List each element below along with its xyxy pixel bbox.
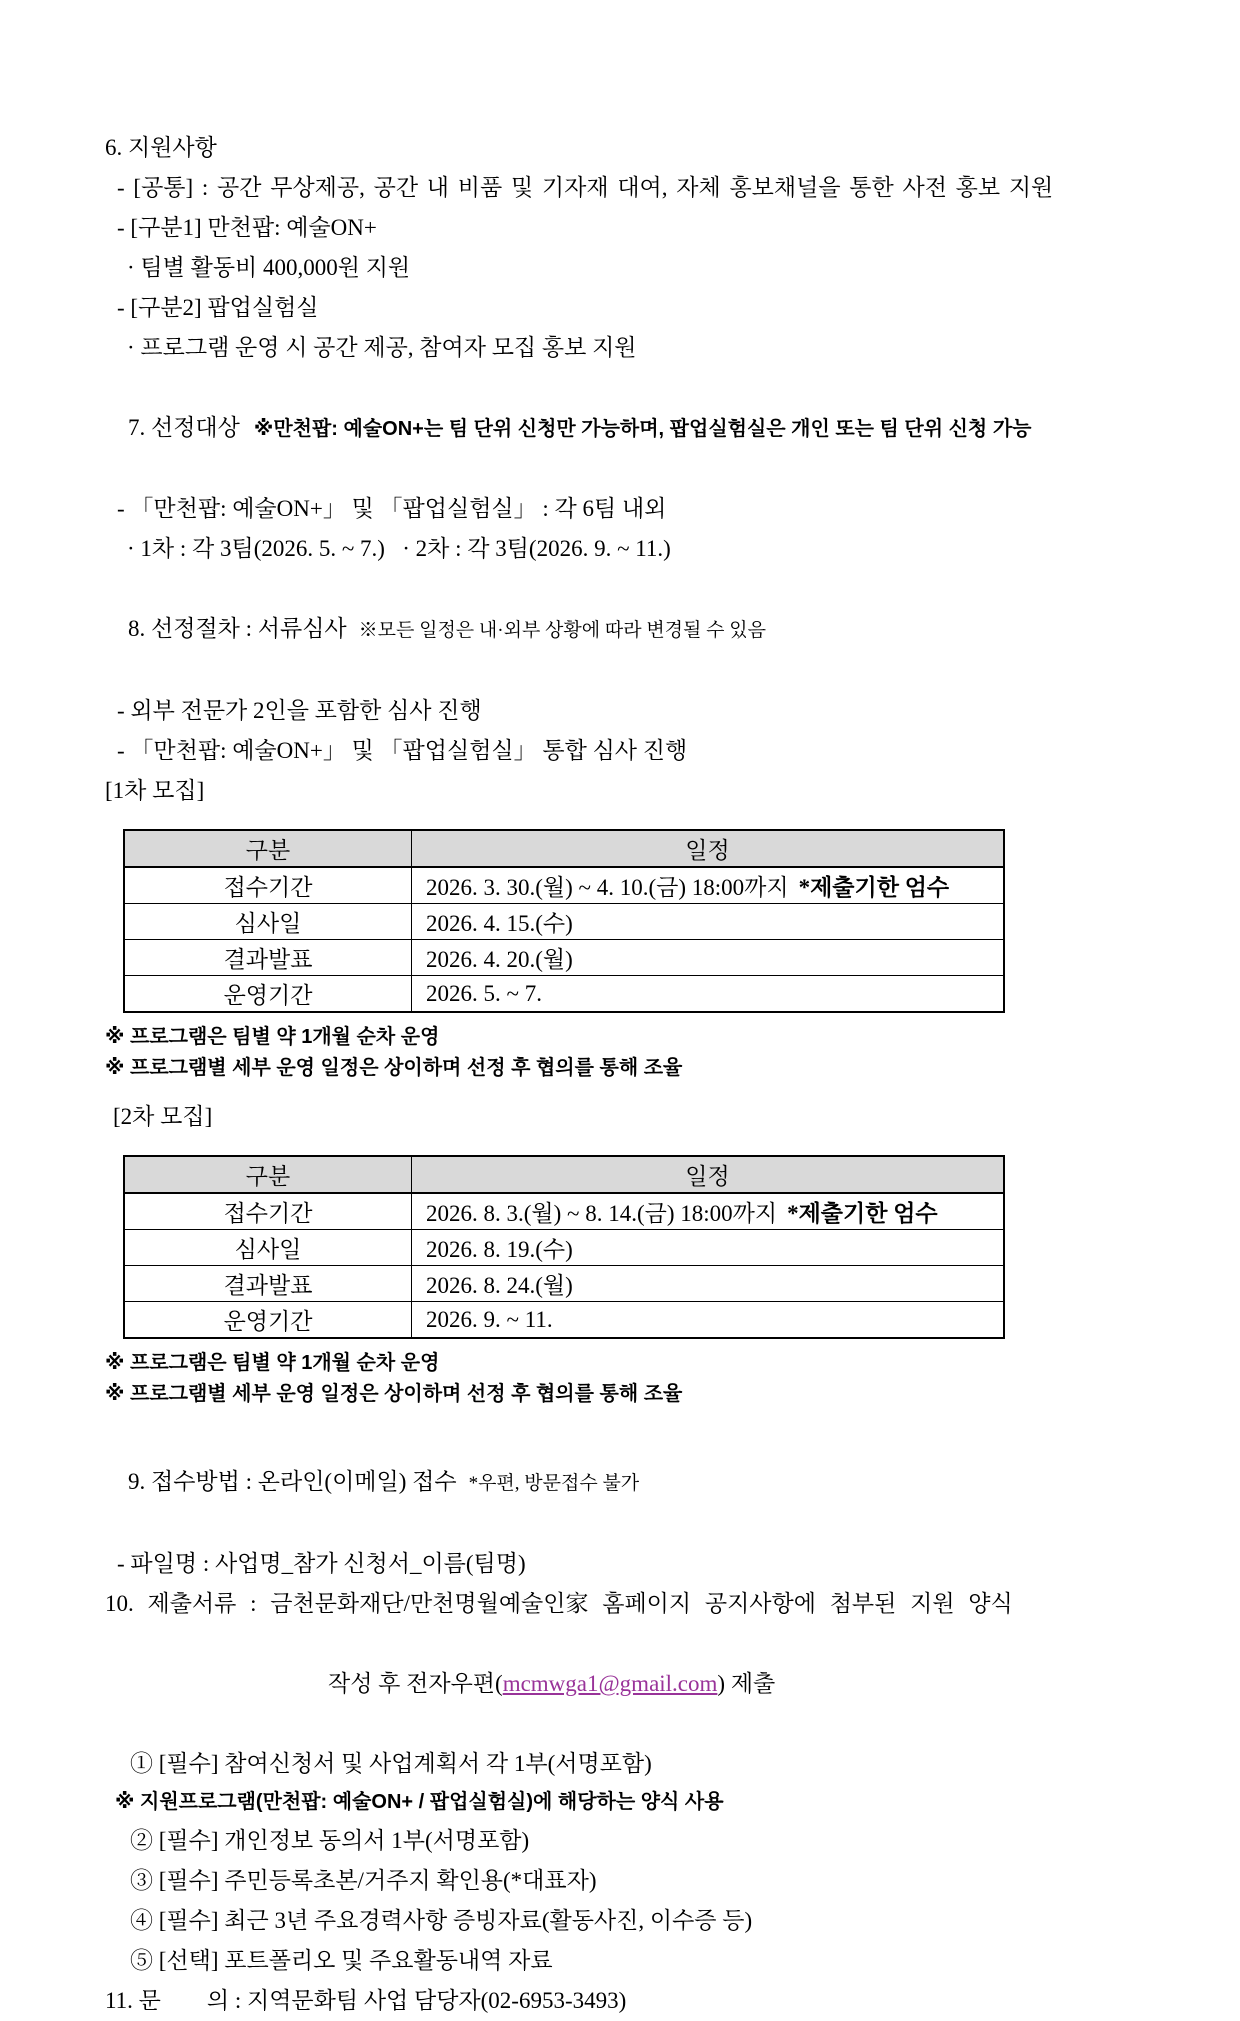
section-6-cat1: - [구분1] 만천팝: 예술ON+ [117, 215, 377, 240]
section-8-combined: - 「만천팝: 예술ON+」 및 「팝업실험실」 통합 심사 진행 [117, 738, 688, 763]
round1-header-category: 구분 [124, 830, 412, 867]
section-7-note: ※만천팝: 예술ON+는 팀 단위 신청만 가능하며, 팝업실험실은 개인 또는 팀 단위 신청 가능 [253, 418, 1032, 440]
round1-row4-value: 2026. 5. ~ 7. [412, 976, 1005, 1013]
section-9-note: *우편, 방문접수 불가 [468, 1473, 640, 1494]
document-item-2: ② [필수] 개인정보 동의서 1부(서명포함) [130, 1828, 530, 1853]
round2-row1-value [412, 1193, 1005, 1230]
round1-row1-deadline-note: *제출기한 엄수 [798, 875, 950, 900]
section-8-title: 8. 선정절차 : 서류심사 [128, 616, 347, 641]
table-row [124, 940, 1004, 976]
round1-note-2: ※ 프로그램별 세부 운영 일정은 상이하며 선정 후 협의를 통해 조율 [105, 1057, 683, 1079]
section-10-submit [105, 1624, 1140, 1744]
table-row [124, 1193, 1004, 1230]
section-8-heading [105, 569, 1140, 691]
round2-row4-value: 2026. 9. ~ 11. [412, 1302, 1005, 1339]
round1-header-schedule: 일정 [412, 830, 1005, 867]
section-6-cat2-detail: · 프로그램 운영 시 공간 제공, 참여자 모집 홍보 지원 [127, 335, 637, 360]
section-8-note: ※모든 일정은 내·외부 상황에 따라 변경될 수 있음 [358, 620, 766, 641]
document-item-1-note: ※ 지원프로그램(만천팝: 예술ON+ / 팝업실험실)에 해당하는 양식 사용 [115, 1791, 724, 1813]
table-row [124, 1266, 1004, 1302]
section-6-title: 6. 지원사항 [105, 135, 217, 160]
round2-row2-value: 2026. 8. 19.(수) [412, 1230, 1005, 1266]
round2-row1-deadline-note: *제출기한 엄수 [787, 1201, 938, 1226]
section-7-rounds: · 1차 : 각 3팀(2026. 5. ~ 7.) · 2차 : 각 3팀(2026. 9. ~ 11.) [127, 536, 671, 561]
section-7-title: 7. 선정대상 [128, 415, 240, 440]
section-7-heading [105, 368, 1140, 489]
table-row [124, 867, 1004, 904]
table-row [124, 904, 1004, 940]
section-11-contact: 11. 문 의 : 지역문화팀 사업 담당자(02-6953-3493) [105, 1988, 627, 2013]
round1-row3-value: 2026. 4. 20.(월) [412, 940, 1005, 976]
section-9-filename: - 파일명 : 사업명_참가 신청서_이름(팀명) [117, 1551, 526, 1576]
section-6-common: - [공통] : 공간 무상제공, 공간 내 비품 및 기자재 대여, 자체 홍보채널을 통한 사전 홍보 지원 [117, 175, 1054, 200]
section-6-cat1-detail: · 팀별 활동비 400,000원 지원 [127, 255, 411, 280]
round1-notes [105, 1022, 1140, 1084]
round1-label: [1차 모집] [105, 778, 205, 803]
table-row [124, 976, 1004, 1013]
round2-row1-key: 접수기간 [124, 1193, 412, 1230]
document-item-1: ① [필수] 참여신청서 및 사업계획서 각 1부(서명포함) [130, 1751, 652, 1776]
round1-schedule-table [123, 829, 1005, 1013]
table-header-row [124, 1156, 1004, 1193]
round1-row1-value [412, 867, 1005, 904]
section-9-heading [105, 1422, 1140, 1544]
round2-row4-key: 운영기간 [124, 1302, 412, 1339]
section-10-title: 10. 제출서류 : 금천문화재단/만천명월예술인家 홈페이지 공지사항에 첨부된 지원 양식 [105, 1591, 1013, 1616]
section-9-title: 9. 접수방법 : 온라인(이메일) 접수 [128, 1469, 457, 1494]
section-8-expert: - 외부 전문가 2인을 포함한 심사 진행 [117, 698, 482, 723]
section-7-teams: - 「만천팝: 예술ON+」 및 「팝업실험실」 : 각 6팀 내외 [117, 496, 667, 521]
round2-label: [2차 모집] [113, 1104, 213, 1129]
round2-note-2: ※ 프로그램별 세부 운영 일정은 상이하며 선정 후 협의를 통해 조율 [105, 1383, 683, 1405]
section-6-cat2: - [구분2] 팝업실험실 [117, 295, 319, 320]
email-link[interactable]: mcmwga1@gmail.com [502, 1671, 718, 1696]
round1-row1-key: 접수기간 [124, 867, 412, 904]
table-row [124, 1230, 1004, 1266]
document-item-3: ③ [필수] 주민등록초본/거주지 확인용(*대표자) [130, 1868, 597, 1893]
round2-schedule-table [123, 1155, 1005, 1339]
round2-row3-key: 결과발표 [124, 1266, 412, 1302]
submit-text-post: ) 제출 [717, 1671, 776, 1696]
round2-header-category: 구분 [124, 1156, 412, 1193]
submit-text-pre: 작성 후 전자우편( [328, 1671, 503, 1696]
round2-note-1: ※ 프로그램은 팀별 약 1개월 순차 운영 [105, 1352, 440, 1374]
round1-row2-value: 2026. 4. 15.(수) [412, 904, 1005, 940]
round1-row3-key: 결과발표 [124, 940, 412, 976]
round2-row2-key: 심사일 [124, 1230, 412, 1266]
round2-row1-date: 2026. 8. 3.(월) ~ 8. 14.(금) 18:00까지 [426, 1201, 778, 1226]
round2-row3-value: 2026. 8. 24.(월) [412, 1266, 1005, 1302]
round1-note-1: ※ 프로그램은 팀별 약 1개월 순차 운영 [105, 1026, 440, 1048]
round2-notes [105, 1348, 1140, 1410]
round1-row1-date: 2026. 3. 30.(월) ~ 4. 10.(금) 18:00까지 [426, 875, 789, 900]
table-header-row [124, 830, 1004, 867]
round2-header-schedule: 일정 [412, 1156, 1005, 1193]
round1-row2-key: 심사일 [124, 904, 412, 940]
round1-row4-key: 운영기간 [124, 976, 412, 1013]
document-item-5: ⑤ [선택] 포트폴리오 및 주요활동내역 자료 [130, 1948, 553, 1973]
table-row [124, 1302, 1004, 1339]
document-item-4: ④ [필수] 최근 3년 주요경력사항 증빙자료(활동사진, 이수증 등) [130, 1908, 753, 1933]
